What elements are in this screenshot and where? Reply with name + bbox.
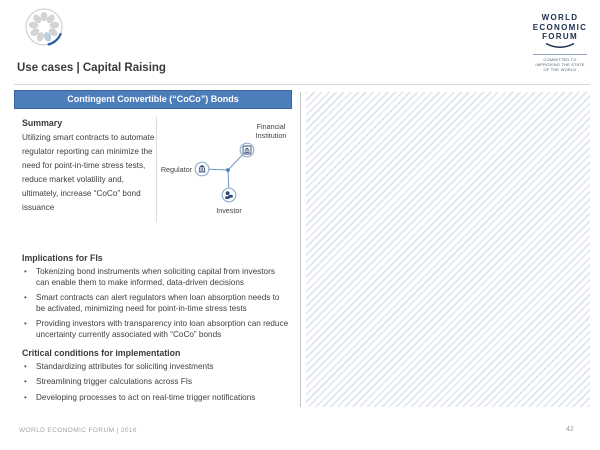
hatched-placeholder [306,92,590,407]
investor-label: Investor [216,206,242,215]
summary-heading: Summary [22,118,63,128]
title-divider [14,84,590,85]
critical-conditions-bullet: • Developing processes to act on real-time trigger notifications [22,393,290,404]
financial-institution-label: Financial Institution [255,122,287,140]
wef-tagline-line: OF THE WORLD [543,66,577,72]
wef-word-economic: ECONOMIC [532,22,588,32]
wef-tagline [533,54,587,72]
content-divider [300,92,301,407]
critical-conditions-heading: Critical conditions for implementation [22,348,181,358]
wef-word-world: WORLD [541,13,579,22]
wef-globe-icon [23,6,65,48]
implications-heading: Implications for FIs [22,253,103,263]
critical-conditions-list [22,362,290,408]
implications-bullet: • Tokenizing bond instruments when soliciting capital from investors can enable them to make informed, data-driven decisions [22,267,290,289]
implications-bullet: • Smart contracts can alert regulators when loan absorption needs to be activated, minimizing need for point-in-time stress tests [22,293,290,315]
implications-list [22,267,290,345]
critical-conditions-bullet: • Streamlining trigger calculations across FIs [22,377,290,388]
implications-bullet: • Providing investors with transparency into loan absorption can reduce uncertainty currently associated with “CoCo” bonds [22,319,290,341]
wef-wordmark [527,13,593,72]
regulator-label: Regulator [160,165,192,174]
investor-node-circle [222,188,236,202]
wef-tagline-line: IMPROVING THE STATE [535,61,585,67]
footer-source: WORLD ECONOMIC FORUM | 2016 [19,427,137,434]
critical-conditions-bullet: • Standardizing attributes for soliciting investments [22,362,290,373]
page-title: Use cases | Capital Raising [17,62,166,74]
summary-body: Utilizing smart contracts to automate regulator reporting can minimize the need for point-in-time stress tests, reduce market volatility and, ultimately, increase “CoCo” bond issuance [22,133,155,212]
panel-header: Contingent Convertible (“CoCo”) Bonds [14,90,292,109]
wef-word-forum: FORUM [542,32,578,41]
diagram-center-node [226,168,229,171]
wef-tagline-line: COMMITTED TO [543,56,577,62]
wef-swoosh-icon [543,42,577,50]
page-number: 42 [566,426,574,433]
